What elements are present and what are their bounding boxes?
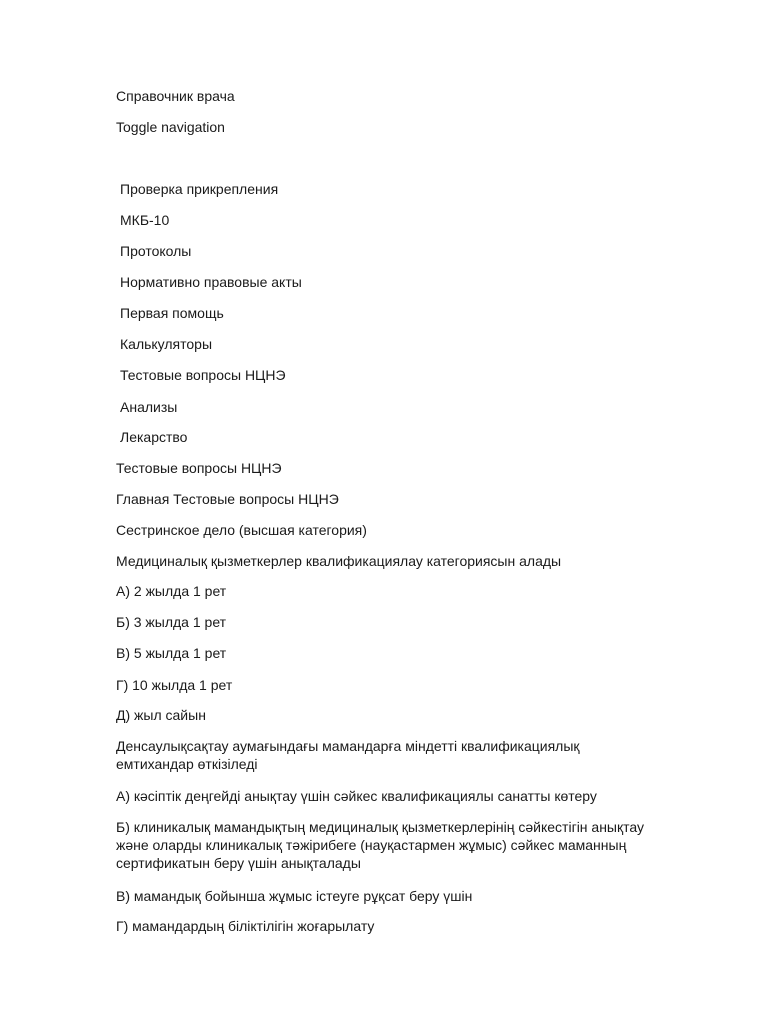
site-title-link[interactable]: Справочник врача: [116, 88, 235, 104]
answer-option: Б) клиникалық мамандықтың медициналық қызметкерлерінің сәйкестігін анықтау және оларды клиникалық тәжірибеге (науқастармен жұмыс) сәйкес маманның сертификатын беру үшін анықталады: [116, 819, 645, 871]
answer-option: А) 2 жылда 1 рет: [116, 583, 227, 599]
question-text: Медициналық қызметкерлер квалификациялау категориясын алады: [116, 553, 562, 569]
question-text: Денсаулықсақтау аумағындағы мамандарға міндетті квалификациялық емтихандар өткізіледі: [116, 738, 580, 772]
nav-item-legal-acts[interactable]: Нормативно правовые акты: [120, 274, 302, 290]
category-title: Сестринское дело (высшая категория): [116, 522, 367, 538]
nav-item-medicine[interactable]: Лекарство: [120, 429, 188, 445]
nav-item-icd10[interactable]: МКБ-10: [120, 212, 170, 228]
nav-item-calculators[interactable]: Калькуляторы: [120, 336, 213, 352]
nav-item-first-aid[interactable]: Первая помощь: [120, 305, 224, 321]
answer-option: В) мамандық бойынша жұмыс істеуге рұқсат беру үшін: [116, 888, 473, 904]
breadcrumb: Главная Тестовые вопросы НЦНЭ: [116, 491, 339, 507]
answer-option: Б) 3 жылда 1 рет: [116, 614, 227, 630]
answer-option: Г) 10 жылда 1 рет: [116, 677, 233, 693]
answer-option: Г) мамандардың біліктілігін жоғарылату: [116, 918, 375, 934]
nav-item-test-questions[interactable]: Тестовые вопросы НЦНЭ: [120, 367, 286, 383]
toggle-navigation-button[interactable]: Toggle navigation: [116, 119, 225, 135]
page-title: Тестовые вопросы НЦНЭ: [116, 460, 282, 476]
answer-option: Д) жыл сайын: [116, 707, 206, 723]
answer-option: А) кәсіптік деңгейді анықтау үшін сәйкес квалификациялы санатты көтеру: [116, 788, 597, 804]
nav-item-analyses[interactable]: Анализы: [120, 399, 178, 415]
answer-option: В) 5 жылда 1 рет: [116, 645, 227, 661]
nav-item-attachment-check[interactable]: Проверка прикрепления: [120, 181, 279, 197]
nav-item-protocols[interactable]: Протоколы: [120, 243, 192, 259]
